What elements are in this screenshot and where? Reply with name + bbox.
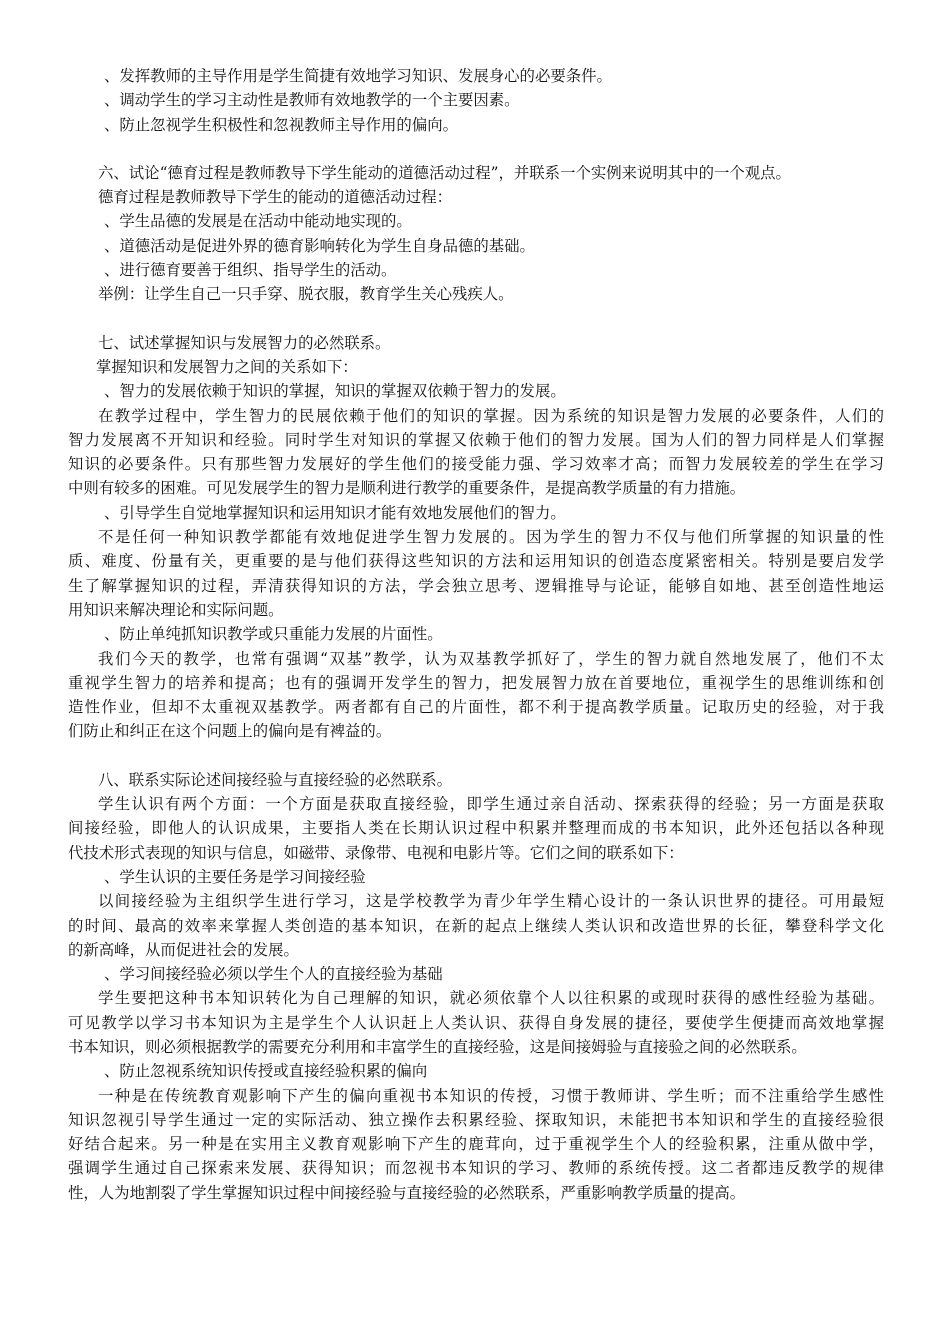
text-line: 书本知识，则必须根据教学的需要充分利用和丰富学生的直接经验，这是间接姆验与直接验之间的必然联系。: [68, 1037, 807, 1056]
text-line: 的新高峰，从而促进社会的发展。: [68, 940, 299, 959]
text-line: 智力发展离不开知识和经验。同时学生对知识的掌握又依赖于他们的智力发展。国为人们的智力同样是人们掌握: [68, 430, 884, 449]
text-line: 、防止单纯抓知识教学或只重能力发展的片面性。: [104, 625, 443, 644]
text-line: 性，人为地割裂了学生掌握知识过程中间接经验与直接经验的必然联系，严重影响教学质量的提高。: [68, 1183, 746, 1202]
section-heading: 八、联系实际论述间接经验与直接经验的必然联系。: [98, 770, 452, 789]
text-line: 、学生品德的发展是在活动中能动地实现的。: [104, 212, 412, 231]
text-line: 间接经验，即他人的认识成果，主要指人类在长期认识过程中积累并整理而成的书本知识，此外还包括以各种现: [68, 819, 884, 838]
text-line: 的时间、最高的效率来掌握人类创造的基本知识，在新的起点上继续人类认识和改造世界的长征，攀登科学文化: [68, 916, 884, 935]
text-line: 、防止忽视学生积极性和忽视教师主导作用的偏向。: [104, 115, 458, 134]
text-line: 知识的必要条件。只有那些智力发展好的学生他们的接受能力强、学习效率才高；而智力发展较差的学生在学习: [68, 455, 884, 474]
section-heading: 六、试论“德育过程是教师教导下学生能动的道德活动过程”，并联系一个实例来说明其中的一个观点。: [98, 163, 791, 182]
text-line: 掌握知识和发展智力之间的关系如下：: [96, 357, 358, 376]
text-line: 、引导学生自觉地掌握知识和运用知识才能有效地发展他们的智力。: [104, 503, 566, 522]
text-line: 在教学过程中，学生智力的民展依赖于他们的知识的掌握。因为系统的知识是智力发展的必要条件，人们的: [98, 406, 884, 425]
text-line: 一种是在传统教育观影响下产生的偏向重视书本知识的传授，习惯于教师讲、学生听；而不注重给学生感性: [98, 1086, 884, 1105]
text-line: 强调学生通过自己探索来发展、获得知识；而忽视书本知识的学习、教师的系统传授。这二者都违反教学的规律: [68, 1159, 884, 1178]
text-line: 中则有较多的困难。可见发展学生的智力是顺利进行教学的重要条件，是提高教学质量的有力措施。: [68, 479, 746, 498]
text-line: 好结合起来。另一种是在实用主义教育观影响下产生的鹿茸向，过于重视学生个人的经验积累，注重从做中学，: [68, 1135, 884, 1154]
text-line: 可见教学以学习书本知识为主是学生个人认识赶上人类认识、获得自身发展的捷径，要使学生便捷而高效地掌握: [68, 1013, 884, 1032]
section-heading: 七、试述掌握知识与发展智力的必然联系。: [98, 333, 391, 352]
text-line: 生了解掌握知识的过程，弄清获得知识的方法，学会独立思考、逻辑推导与论证，能够自如地、甚至创造性地运: [68, 576, 884, 595]
text-line: 、调动学生的学习主动性是教师有效地教学的一个主要因素。: [104, 91, 520, 110]
text-line: 知识忽视引导学生通过一定的实际活动、独立操作去积累经验、探取知识，未能把书本知识和学生的直接经验很: [68, 1110, 884, 1129]
text-line: 质、难度、份量有关，更重要的是与他们获得这些知识的方法和运用知识的创造态度紧密相关。特别是要启发学: [68, 552, 884, 571]
text-line: 、学生认识的主要任务是学习间接经验: [104, 867, 366, 886]
paragraph-gap: [92, 744, 884, 768]
text-line: 我们今天的教学，也常有强调“双基”教学，认为双基教学抓好了，学生的智力就自然地发展了，他们不太: [98, 649, 884, 668]
text-line: 以间接经验为主组织学生进行学习，这是学校教学为青少年学生精心设计的一条认识世界的捷径。可用最短: [98, 892, 884, 911]
text-line: 德育过程是教师教导下学生的能动的道德活动过程：: [98, 188, 452, 207]
text-line: 、发挥教师的主导作用是学生简捷有效地学习知识、发展身心的必要条件。: [104, 67, 612, 85]
text-line: 、学习间接经验必须以学生个人的直接经验为基础: [104, 965, 443, 984]
text-line: 造性作业，但却不太重视双基教学。两者都有自己的片面性，都不利于提高教学质量。记取历史的经验，对于我: [68, 698, 884, 717]
text-line: 代技术形式表现的知识与信息，如磁带、录像带、电视和电影片等。它们之间的联系如下：: [68, 843, 684, 862]
paragraph-gap: [92, 307, 884, 331]
text-line: 重视学生智力的培养和提高；也有的强调开发学生的智力，把发展智力放在首要地位，重视学生的思维训练和创: [68, 673, 884, 692]
text-line: 学生要把这种书本知识转化为自己理解的知识，就必须依靠个人以往积累的或现时获得的感性经验为基础。: [98, 989, 884, 1008]
text-line: 、进行德育要善于组织、指导学生的活动。: [104, 261, 397, 280]
text-line: 、道德活动是促进外界的德育影响转化为学生自身品德的基础。: [104, 236, 535, 255]
text-line: 学生认识有两个方面：一个方面是获取直接经验，即学生通过亲自活动、探索获得的经验；另一方面是获取: [98, 795, 884, 814]
text-line: 举例：让学生自己一只手穿、脱衣服，教育学生关心残疾人。: [98, 285, 514, 304]
text-line: 们防止和纠正在这个问题上的偏向是有裨益的。: [68, 722, 392, 741]
text-line: 用知识来解决理论和实际问题。: [68, 600, 284, 619]
text-line: 、防止忽视系统知识传授或直接经验积累的偏向: [104, 1062, 428, 1081]
paragraph-gap: [92, 137, 884, 161]
text-line: 、智力的发展依赖于知识的掌握，知识的掌握双依赖于智力的发展。: [104, 382, 566, 401]
text-line: 不是任何一种知识教学都能有效地促进学生智力发展的。因为学生的智力不仅与他们所掌握的知识量的性: [98, 528, 884, 547]
